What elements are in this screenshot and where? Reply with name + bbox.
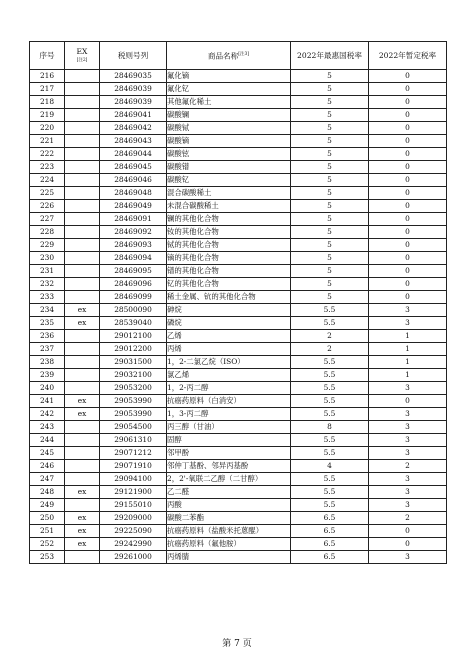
table-row (30, 252, 447, 265)
table-row (30, 96, 447, 109)
cell-code: 28469094 (100, 252, 167, 265)
cell-code: 29094100 (100, 473, 167, 486)
cell-name: 稀土金属、钪的其他化合物 (167, 291, 291, 304)
table-row (30, 278, 447, 291)
cell-code: 29053990 (100, 408, 167, 421)
cell-code: 29071212 (100, 447, 167, 460)
table-row (30, 447, 447, 460)
cell-seq: 221 (30, 135, 65, 148)
cell-ex (65, 278, 100, 291)
cell-mfn-rate: 5 (291, 226, 369, 239)
cell-temp-rate: 0 (369, 252, 447, 265)
table-row (30, 187, 447, 200)
cell-seq: 247 (30, 473, 65, 486)
cell-seq: 244 (30, 434, 65, 447)
cell-temp-rate: 0 (369, 135, 447, 148)
cell-code: 28469099 (100, 291, 167, 304)
cell-ex: ex (65, 304, 100, 317)
cell-name: 碳酸铽 (167, 122, 291, 135)
cell-seq: 248 (30, 486, 65, 499)
cell-mfn-rate: 5 (291, 187, 369, 200)
cell-ex (65, 382, 100, 395)
cell-mfn-rate: 5 (291, 135, 369, 148)
cell-temp-rate: 1 (369, 343, 447, 356)
table-row (30, 395, 447, 408)
cell-code: 29121900 (100, 486, 167, 499)
cell-code: 28469095 (100, 265, 167, 278)
table-row (30, 70, 447, 83)
table-row (30, 109, 447, 122)
cell-mfn-rate: 5 (291, 200, 369, 213)
cell-name: 1，3-丙二醇 (167, 408, 291, 421)
table-row (30, 512, 447, 525)
cell-temp-rate: 3 (369, 408, 447, 421)
cell-seq: 228 (30, 226, 65, 239)
cell-ex (65, 421, 100, 434)
table-row (30, 174, 447, 187)
cell-temp-rate: 0 (369, 96, 447, 109)
cell-mfn-rate: 2 (291, 343, 369, 356)
col-header-code: 税则号列 (100, 42, 167, 70)
cell-ex (65, 473, 100, 486)
cell-mfn-rate: 5.5 (291, 499, 369, 512)
cell-name: 其他氟化稀土 (167, 96, 291, 109)
cell-mfn-rate: 5.5 (291, 447, 369, 460)
cell-name: 铽的其他化合物 (167, 239, 291, 252)
cell-seq: 231 (30, 265, 65, 278)
cell-mfn-rate: 5 (291, 239, 369, 252)
cell-ex (65, 460, 100, 473)
col-header-ex (65, 42, 100, 70)
cell-mfn-rate: 5.5 (291, 304, 369, 317)
cell-mfn-rate: 5 (291, 278, 369, 291)
cell-ex (65, 200, 100, 213)
cell-ex (65, 343, 100, 356)
cell-mfn-rate: 2 (291, 330, 369, 343)
table-row (30, 291, 447, 304)
cell-code: 29032100 (100, 369, 167, 382)
cell-temp-rate: 3 (369, 447, 447, 460)
cell-name: 固醇 (167, 434, 291, 447)
cell-seq: 245 (30, 447, 65, 460)
cell-seq: 216 (30, 70, 65, 83)
cell-temp-rate: 3 (369, 317, 447, 330)
cell-temp-rate: 3 (369, 551, 447, 564)
cell-temp-rate: 3 (369, 486, 447, 499)
cell-seq: 218 (30, 96, 65, 109)
cell-code: 28469039 (100, 83, 167, 96)
cell-name: 邻仲丁基酚、邻异丙基酚 (167, 460, 291, 473)
cell-mfn-rate: 6.5 (291, 525, 369, 538)
cell-name: 碳酸镨 (167, 161, 291, 174)
cell-mfn-rate: 4 (291, 460, 369, 473)
cell-name: 氟化钇 (167, 83, 291, 96)
cell-mfn-rate: 5 (291, 70, 369, 83)
table-row (30, 161, 447, 174)
cell-ex (65, 330, 100, 343)
table-body (30, 70, 447, 564)
page-number: 第 7 页 (222, 639, 252, 649)
cell-ex: ex (65, 408, 100, 421)
cell-code: 29071910 (100, 460, 167, 473)
cell-seq: 239 (30, 369, 65, 382)
cell-ex (65, 174, 100, 187)
cell-mfn-rate: 5 (291, 252, 369, 265)
cell-temp-rate: 0 (369, 122, 447, 135)
cell-name: 1，2-二氯乙烷（ISO） (167, 356, 291, 369)
cell-code: 29209000 (100, 512, 167, 525)
cell-temp-rate: 0 (369, 265, 447, 278)
cell-temp-rate: 3 (369, 473, 447, 486)
table-row (30, 551, 447, 564)
col-header-seq: 序号 (30, 42, 65, 70)
cell-ex: ex (65, 395, 100, 408)
cell-mfn-rate: 5 (291, 174, 369, 187)
cell-temp-rate: 0 (369, 148, 447, 161)
cell-seq: 240 (30, 382, 65, 395)
cell-ex (65, 70, 100, 83)
cell-ex: ex (65, 538, 100, 551)
col-header-mfn-rate: 2022年最惠国税率 (291, 42, 369, 70)
cell-code: 29053990 (100, 395, 167, 408)
cell-seq: 219 (30, 109, 65, 122)
col-header-temp-rate: 2022年暂定税率 (369, 42, 447, 70)
col-header-name (167, 42, 291, 70)
cell-name: 乙二醛 (167, 486, 291, 499)
cell-code: 28469093 (100, 239, 167, 252)
cell-temp-rate: 1 (369, 356, 447, 369)
cell-code: 28469049 (100, 200, 167, 213)
table-row (30, 239, 447, 252)
cell-mfn-rate: 5 (291, 122, 369, 135)
cell-temp-rate: 1 (369, 369, 447, 382)
cell-code: 28469092 (100, 226, 167, 239)
cell-seq: 226 (30, 200, 65, 213)
table-row (30, 434, 447, 447)
cell-ex (65, 187, 100, 200)
cell-mfn-rate: 5.5 (291, 382, 369, 395)
cell-ex (65, 135, 100, 148)
table-row (30, 499, 447, 512)
cell-temp-rate: 3 (369, 499, 447, 512)
cell-ex (65, 109, 100, 122)
cell-ex: ex (65, 512, 100, 525)
cell-temp-rate: 0 (369, 395, 447, 408)
cell-ex (65, 226, 100, 239)
table-row (30, 473, 447, 486)
cell-code: 28469091 (100, 213, 167, 226)
cell-temp-rate: 3 (369, 304, 447, 317)
cell-code: 28469035 (100, 70, 167, 83)
cell-temp-rate: 3 (369, 421, 447, 434)
cell-ex (65, 291, 100, 304)
cell-code: 28469043 (100, 135, 167, 148)
cell-code: 28469048 (100, 187, 167, 200)
cell-mfn-rate: 5 (291, 291, 369, 304)
cell-name: 磷烷 (167, 317, 291, 330)
cell-temp-rate: 0 (369, 538, 447, 551)
cell-code: 29155010 (100, 499, 167, 512)
cell-temp-rate: 0 (369, 83, 447, 96)
table-row (30, 304, 447, 317)
table-row (30, 226, 447, 239)
cell-seq: 220 (30, 122, 65, 135)
table-row (30, 525, 447, 538)
cell-temp-rate: 0 (369, 109, 447, 122)
cell-ex (65, 96, 100, 109)
cell-seq: 235 (30, 317, 65, 330)
cell-temp-rate: 0 (369, 174, 447, 187)
cell-name: 碳酸铉 (167, 148, 291, 161)
cell-name: 碳酸二苯酯 (167, 512, 291, 525)
cell-mfn-rate: 5 (291, 83, 369, 96)
cell-mfn-rate: 6.5 (291, 538, 369, 551)
cell-code: 29053200 (100, 382, 167, 395)
cell-code: 28469039 (100, 96, 167, 109)
table-row (30, 200, 447, 213)
cell-code: 28469041 (100, 109, 167, 122)
cell-mfn-rate: 6.5 (291, 512, 369, 525)
cell-seq: 233 (30, 291, 65, 304)
cell-name: 抗癌药原料（盐酸米托蒽醌） (167, 525, 291, 538)
table-row (30, 408, 447, 421)
tariff-table (29, 41, 447, 564)
cell-seq: 223 (30, 161, 65, 174)
cell-name: 碳酸镧 (167, 109, 291, 122)
cell-seq: 251 (30, 525, 65, 538)
cell-code: 29031500 (100, 356, 167, 369)
cell-seq: 229 (30, 239, 65, 252)
cell-name: 氯乙烯 (167, 369, 291, 382)
cell-mfn-rate: 5.5 (291, 369, 369, 382)
cell-code: 28469044 (100, 148, 167, 161)
cell-mfn-rate: 5 (291, 213, 369, 226)
cell-ex (65, 434, 100, 447)
cell-mfn-rate: 5 (291, 109, 369, 122)
cell-temp-rate: 0 (369, 213, 447, 226)
cell-seq: 227 (30, 213, 65, 226)
table-row (30, 421, 447, 434)
cell-name: 未混合碳酸稀土 (167, 200, 291, 213)
cell-seq: 253 (30, 551, 65, 564)
cell-ex (65, 447, 100, 460)
cell-temp-rate: 0 (369, 291, 447, 304)
header-row (30, 42, 447, 70)
table-row (30, 356, 447, 369)
cell-mfn-rate: 5 (291, 265, 369, 278)
cell-mfn-rate: 5.5 (291, 486, 369, 499)
cell-mfn-rate: 5.5 (291, 356, 369, 369)
cell-temp-rate: 2 (369, 512, 447, 525)
cell-ex (65, 499, 100, 512)
cell-seq: 236 (30, 330, 65, 343)
table-row (30, 369, 447, 382)
cell-temp-rate: 0 (369, 278, 447, 291)
cell-seq: 243 (30, 421, 65, 434)
cell-seq: 232 (30, 278, 65, 291)
cell-ex (65, 252, 100, 265)
cell-name: 1，2-丙二醇 (167, 382, 291, 395)
table-row (30, 538, 447, 551)
cell-ex (65, 83, 100, 96)
cell-mfn-rate: 5.5 (291, 317, 369, 330)
cell-code: 29061310 (100, 434, 167, 447)
cell-ex (65, 369, 100, 382)
cell-temp-rate: 1 (369, 330, 447, 343)
cell-mfn-rate: 5.5 (291, 395, 369, 408)
cell-ex (65, 239, 100, 252)
cell-temp-rate: 0 (369, 239, 447, 252)
cell-code: 29012100 (100, 330, 167, 343)
cell-temp-rate: 0 (369, 161, 447, 174)
cell-temp-rate: 2 (369, 460, 447, 473)
cell-seq: 252 (30, 538, 65, 551)
cell-seq: 222 (30, 148, 65, 161)
cell-name: 丙酸 (167, 499, 291, 512)
cell-code: 29225090 (100, 525, 167, 538)
cell-mfn-rate: 5.5 (291, 473, 369, 486)
cell-temp-rate: 0 (369, 200, 447, 213)
cell-mfn-rate: 6.5 (291, 551, 369, 564)
cell-name: 混合碳酸稀土 (167, 187, 291, 200)
cell-code: 28469046 (100, 174, 167, 187)
cell-seq: 250 (30, 512, 65, 525)
cell-temp-rate: 0 (369, 226, 447, 239)
ex-header-note: [注2] (76, 57, 88, 63)
cell-mfn-rate: 5.5 (291, 408, 369, 421)
cell-name: 丙烯腈 (167, 551, 291, 564)
cell-code: 28469045 (100, 161, 167, 174)
cell-ex (65, 356, 100, 369)
table-row (30, 486, 447, 499)
cell-temp-rate: 0 (369, 70, 447, 83)
cell-seq: 234 (30, 304, 65, 317)
cell-ex: ex (65, 486, 100, 499)
cell-name: 镨的其他化合物 (167, 265, 291, 278)
table-row (30, 330, 447, 343)
cell-ex: ex (65, 317, 100, 330)
cell-name: 乙烯 (167, 330, 291, 343)
cell-name: 碳酸镝 (167, 135, 291, 148)
cell-ex: ex (65, 525, 100, 538)
cell-code: 29261000 (100, 551, 167, 564)
cell-ex (65, 265, 100, 278)
cell-mfn-rate: 5 (291, 148, 369, 161)
cell-mfn-rate: 5.5 (291, 434, 369, 447)
cell-ex (65, 161, 100, 174)
cell-name: 镝的其他化合物 (167, 252, 291, 265)
cell-name: 抗癌药原料（白消安） (167, 395, 291, 408)
cell-name: 2，2'-氧联二乙醇（二甘醇） (167, 473, 291, 486)
cell-seq: 241 (30, 395, 65, 408)
cell-seq: 238 (30, 356, 65, 369)
cell-ex (65, 148, 100, 161)
cell-code: 28469096 (100, 278, 167, 291)
ex-header-label: EX (76, 46, 88, 56)
table-row (30, 213, 447, 226)
cell-name: 镧的其他化合物 (167, 213, 291, 226)
cell-seq: 237 (30, 343, 65, 356)
table-row (30, 122, 447, 135)
cell-code: 29012200 (100, 343, 167, 356)
table-row (30, 148, 447, 161)
cell-name: 氟化镝 (167, 70, 291, 83)
cell-name: 邻甲酚 (167, 447, 291, 460)
cell-temp-rate: 3 (369, 434, 447, 447)
cell-seq: 249 (30, 499, 65, 512)
cell-code: 29242990 (100, 538, 167, 551)
cell-seq: 246 (30, 460, 65, 473)
name-header-label: 商品名称 (207, 51, 239, 61)
cell-mfn-rate: 5 (291, 96, 369, 109)
cell-mfn-rate: 5 (291, 161, 369, 174)
cell-code: 28500090 (100, 304, 167, 317)
cell-name: 砷烷 (167, 304, 291, 317)
cell-name: 钇的其他化合物 (167, 278, 291, 291)
cell-ex (65, 551, 100, 564)
table-row (30, 317, 447, 330)
table-row (30, 135, 447, 148)
name-header-note: [注3] (238, 51, 250, 57)
cell-name: 抗癌药原料（氟他胺） (167, 538, 291, 551)
cell-code: 28539040 (100, 317, 167, 330)
cell-seq: 230 (30, 252, 65, 265)
table-row (30, 83, 447, 96)
cell-ex (65, 213, 100, 226)
cell-code: 29054500 (100, 421, 167, 434)
cell-temp-rate: 3 (369, 382, 447, 395)
cell-mfn-rate: 8 (291, 421, 369, 434)
table-row (30, 460, 447, 473)
cell-code: 28469042 (100, 122, 167, 135)
cell-name: 碳酸钇 (167, 174, 291, 187)
cell-name: 丙三醇（甘油） (167, 421, 291, 434)
cell-seq: 225 (30, 187, 65, 200)
cell-name: 钕的其他化合物 (167, 226, 291, 239)
cell-name: 丙烯 (167, 343, 291, 356)
cell-seq: 242 (30, 408, 65, 421)
cell-ex (65, 122, 100, 135)
table-row (30, 265, 447, 278)
table-row (30, 382, 447, 395)
cell-temp-rate: 0 (369, 187, 447, 200)
cell-temp-rate: 0 (369, 525, 447, 538)
cell-seq: 217 (30, 83, 65, 96)
cell-seq: 224 (30, 174, 65, 187)
table-row (30, 343, 447, 356)
